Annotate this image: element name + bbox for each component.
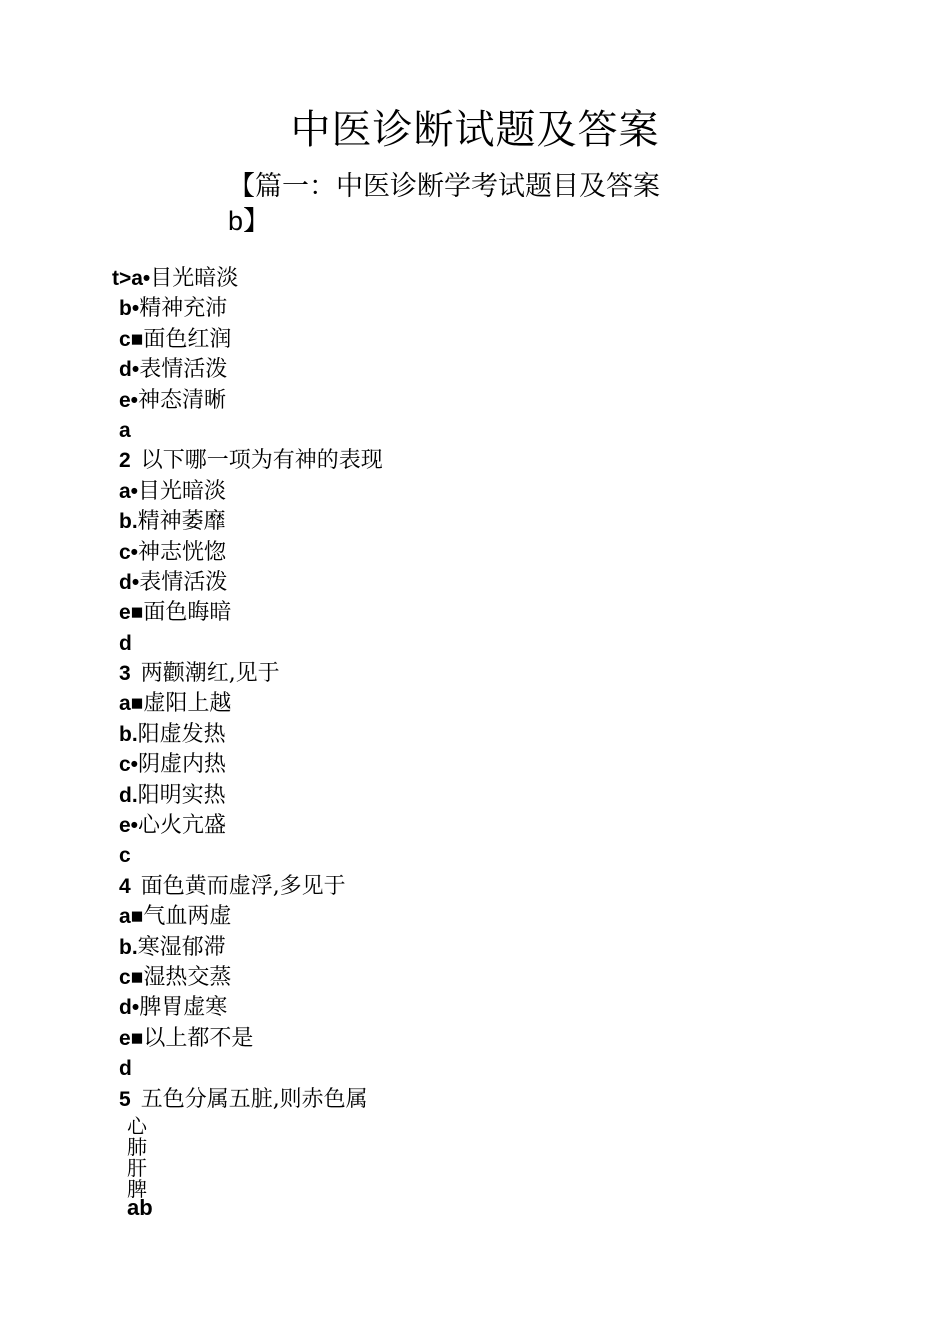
- question-text: 五色分属五脏,则赤色属: [140, 1086, 368, 1112]
- option-line: [112, 689, 712, 719]
- option-line: [112, 355, 712, 385]
- option-text: 目光暗淡: [138, 478, 227, 504]
- answer-line: [112, 841, 712, 871]
- subtitle-text: 【篇一：中医诊断学考试题目及答案: [228, 171, 660, 202]
- option-text: 精神萎靡: [137, 509, 226, 535]
- option-fragment: 脾: [127, 1177, 147, 1201]
- section-subtitle: [228, 170, 698, 239]
- option-text: 虚阳上越: [143, 691, 232, 717]
- answer-line: [112, 416, 712, 446]
- option-text: 脾胃虚寒: [139, 995, 228, 1021]
- option-text: 阴虚内热: [138, 752, 227, 778]
- answer-letter: d: [119, 631, 132, 655]
- option-line: [112, 720, 712, 750]
- option-text: 寒湿郁滞: [137, 934, 226, 960]
- option-line: [112, 933, 712, 963]
- option-line: [112, 325, 712, 355]
- option-fragment-list: [127, 1116, 147, 1200]
- option-marker: e•: [119, 814, 139, 838]
- option-text: 心火亢盛: [138, 813, 227, 839]
- option-marker: e■: [119, 1026, 144, 1050]
- option-marker: e■: [119, 601, 144, 625]
- option-line: [112, 264, 712, 294]
- option-text: 气血两虚: [143, 904, 232, 930]
- question-number: 4: [119, 874, 131, 898]
- question-number: 3: [119, 662, 131, 686]
- answer-letter: d: [119, 1057, 132, 1081]
- option-line: [112, 507, 712, 537]
- option-text: 神态清晰: [138, 387, 227, 413]
- question-text: 两颧潮红,见于: [140, 661, 280, 687]
- option-line: [112, 477, 712, 507]
- option-line: [112, 294, 712, 324]
- option-line: [112, 568, 712, 598]
- option-marker: d•: [119, 996, 140, 1020]
- answer-line: [112, 629, 712, 659]
- option-fragment: 肺: [127, 1135, 147, 1159]
- option-text: 精神充沛: [139, 296, 228, 322]
- option-line: [112, 386, 712, 416]
- option-marker: d•: [119, 358, 140, 382]
- subtitle-tail: b】: [228, 206, 271, 236]
- option-text: 表情活泼: [139, 357, 228, 383]
- answer-letter: a: [119, 418, 131, 442]
- answer-line: [112, 1054, 712, 1084]
- question-number: 2: [119, 449, 131, 473]
- option-marker: d.: [119, 783, 138, 807]
- option-marker: c•: [119, 540, 139, 564]
- option-line: [112, 963, 712, 993]
- option-marker: b•: [119, 297, 140, 321]
- option-text: 表情活泼: [139, 569, 228, 595]
- question-line: [112, 872, 712, 902]
- option-marker: b.: [119, 935, 138, 959]
- option-marker: a•: [119, 479, 139, 503]
- option-fragment: 心: [127, 1114, 147, 1138]
- document-title: 中医诊断试题及答案: [290, 107, 660, 153]
- option-marker: a■: [119, 905, 144, 929]
- option-marker: e•: [119, 388, 139, 412]
- truncated-line: ab: [127, 1195, 153, 1220]
- option-text: 以上都不是: [143, 1025, 254, 1051]
- option-line: [112, 811, 712, 841]
- option-text: 面色晦暗: [143, 600, 232, 626]
- option-marker: c■: [119, 327, 144, 351]
- option-text: 面色红润: [143, 326, 232, 352]
- answer-letter: c: [119, 844, 131, 868]
- option-text: 湿热交蒸: [143, 964, 232, 990]
- option-marker: c•: [119, 753, 139, 777]
- option-marker: d•: [119, 570, 140, 594]
- option-line: [112, 781, 712, 811]
- option-text: 目光暗淡: [150, 266, 239, 291]
- option-marker: b.: [119, 722, 138, 746]
- question-list: [112, 264, 712, 1115]
- option-fragment: 肝: [127, 1156, 147, 1180]
- option-text: 阳明实热: [137, 782, 226, 808]
- option-line: [112, 902, 712, 932]
- option-marker: a■: [119, 692, 144, 716]
- question-number: 5: [119, 1087, 131, 1111]
- option-marker: t>a•: [112, 267, 151, 290]
- question-line: [112, 446, 712, 476]
- question-text: 面色黄而虚浮,多见于: [140, 873, 346, 899]
- option-text: 阳虚发热: [137, 721, 226, 747]
- option-marker: b.: [119, 510, 138, 534]
- option-line: [112, 598, 712, 628]
- option-marker: c■: [119, 965, 144, 989]
- option-line: [112, 993, 712, 1023]
- question-line: [112, 659, 712, 689]
- option-line: [112, 538, 712, 568]
- question-line: [112, 1085, 712, 1115]
- question-text: 以下哪一项为有神的表现: [140, 448, 383, 474]
- option-line: [112, 1024, 712, 1054]
- option-line: [112, 750, 712, 780]
- option-text: 神志恍惚: [138, 539, 227, 565]
